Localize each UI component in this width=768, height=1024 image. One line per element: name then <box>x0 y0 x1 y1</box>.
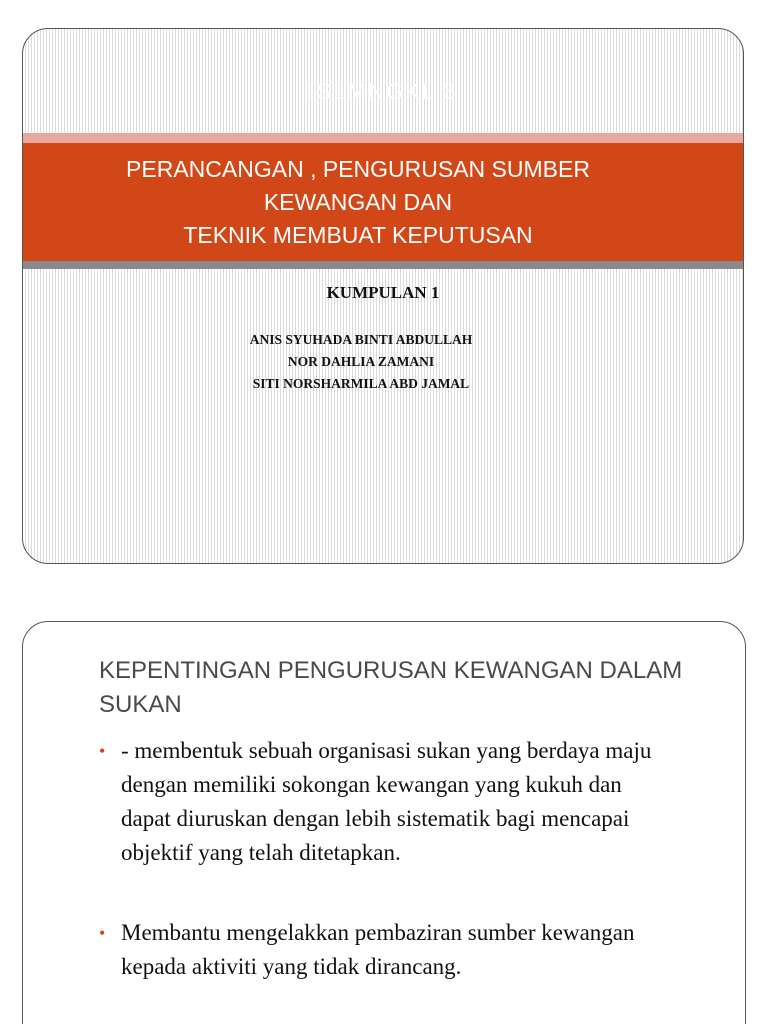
bullet-line: objektif yang telah ditetapkan. <box>121 840 401 865</box>
bullet-list <box>99 734 719 984</box>
title-slide <box>22 28 744 564</box>
member-name: SITI NORSHARMILA ABD JAMAL <box>252 376 470 391</box>
bullet-line: - membentuk sebuah organisasi sukan yang berdaya maju <box>121 738 652 763</box>
bullet-item <box>99 916 719 984</box>
content-slide <box>22 621 746 1024</box>
member-name: NOR DAHLIA ZAMANI <box>287 354 435 369</box>
bullet-dot-icon: • <box>99 923 106 943</box>
heading-line: SUKAN <box>99 691 182 718</box>
pink-divider-strip <box>23 133 743 143</box>
slide-title-line: TEKNIK MEMBUAT KEPUTUSAN <box>183 221 533 248</box>
slide-ghost-title: ISLMNGKL 3 <box>308 79 458 104</box>
bullet-line: Membantu mengelakkan pembaziran sumber kewangan <box>121 920 635 945</box>
bullet-line: kepada aktiviti yang tidak dirancang. <box>121 954 462 979</box>
bullet-dot-icon: • <box>99 741 106 761</box>
grey-divider-strip <box>23 261 743 269</box>
member-list <box>22 329 721 395</box>
bullet-item <box>99 734 719 870</box>
bullet-line: dapat diuruskan dengan lebih sistematik bagi mencapai <box>121 806 630 831</box>
title-band <box>23 143 743 261</box>
heading-line: KEPENTINGAN PENGURUSAN KEWANGAN DALAM <box>99 657 683 684</box>
slide-title-line: KEWANGAN DAN <box>263 188 453 215</box>
bullet-line: dengan memiliki sokongan kewangan yang kukuh dan <box>121 772 622 797</box>
slide-title-line: PERANCANGAN , PENGURUSAN SUMBER <box>126 155 590 182</box>
bullet-text <box>121 734 719 870</box>
bullet-text <box>121 916 719 984</box>
content-slide-heading <box>99 654 719 722</box>
group-name: KUMPULAN 1 <box>326 283 440 302</box>
slide-title <box>126 153 590 252</box>
member-name: ANIS SYUHADA BINTI ABDULLAH <box>249 332 473 347</box>
